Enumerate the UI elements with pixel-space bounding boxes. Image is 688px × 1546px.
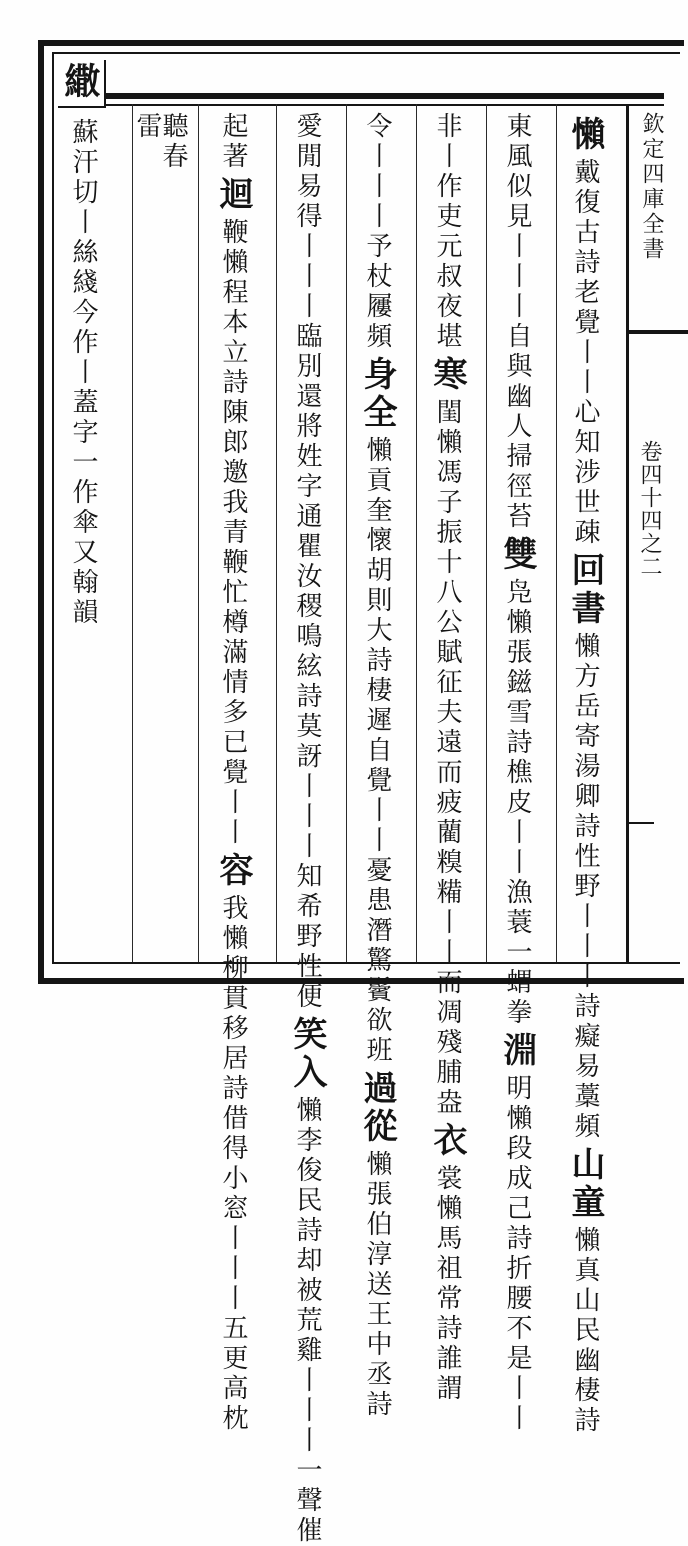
column-rule (486, 104, 487, 962)
text-column-6 (213, 112, 253, 1434)
column-rule (198, 104, 199, 962)
headword: 淵 (497, 1032, 537, 1070)
text-run: 聽春 (158, 112, 188, 172)
column-rule (132, 104, 133, 962)
text-run: 懶 (570, 632, 600, 662)
headword: 懶 (565, 116, 605, 154)
text-run: 東風似見丨丨丨自與幽人掃徑苔 (502, 112, 532, 532)
headword: 身全 (357, 356, 397, 432)
text-run: 閨懶 (432, 398, 462, 458)
text-run: 明懶 (502, 1074, 532, 1134)
text-run: 裳懶 (432, 1164, 462, 1224)
text-run: 我懶 (218, 894, 248, 954)
text-run: 貢奎懷胡則大詩棲遲自覺丨丨憂患潛驚鬢欲班 (362, 466, 392, 1066)
headword: 雙 (497, 536, 537, 574)
headword: 回書 (565, 552, 605, 628)
text-run: 令丨丨丨予杖屨頻 (362, 112, 392, 352)
text-column-4 (357, 112, 397, 1420)
headword: 衣 (427, 1122, 467, 1160)
text-run: 李俊民詩却被荒雞丨丨丨一聲催 (292, 1126, 322, 1546)
headword: 迴 (213, 176, 253, 214)
column-rule (346, 104, 347, 962)
text-column-5 (287, 112, 327, 1546)
column-rule (276, 104, 277, 962)
text-column-3 (427, 112, 467, 1404)
top-rule-thin (104, 104, 664, 106)
text-run: 戴復古詩老覺丨丨心知涉世疎 (570, 158, 600, 548)
text-column-8 (134, 112, 160, 142)
column-rule (416, 104, 417, 962)
text-run: 懶 (362, 436, 392, 466)
column-rule (556, 104, 557, 962)
headword: 容 (213, 852, 253, 890)
text-run: 鞭懶 (218, 218, 248, 278)
text-run: 蓋字一作傘又翰韻 (68, 388, 98, 628)
book-title: 欽定四庫全書 (639, 112, 664, 262)
text-run: 方岳寄湯卿詩性野丨丨丨詩癡易藁頻 (570, 662, 600, 1142)
headword: 過從 (357, 1070, 397, 1146)
text-run: 懶 (362, 1150, 392, 1180)
text-column-9 (70, 118, 96, 628)
text-column-1 (565, 112, 605, 1436)
text-column-2 (497, 112, 537, 1434)
text-run: 蘇汗切丨絲綫今作丨 (68, 118, 98, 388)
volume-label: 卷四十四之二 (637, 440, 662, 578)
column-rule (626, 104, 629, 962)
text-run: 懶 (570, 1226, 600, 1256)
text-run: 張伯淳送王中丞詩 (362, 1180, 392, 1420)
text-run: 段成己詩折腰不是丨丨 (502, 1134, 532, 1434)
text-run: 馬祖常詩誰謂 (432, 1224, 462, 1404)
top-rule (104, 93, 664, 99)
headword: 山童 (565, 1146, 605, 1222)
section-title: 繖 (59, 62, 101, 98)
text-run: 非丨作吏元叔夜堪 (432, 112, 462, 352)
text-run: 凫懶 (502, 578, 532, 638)
text-run: 愛閒易得丨丨丨臨別還將姓字通瞿汝稷鳴絃詩莫訝丨丨丨知希野性便 (292, 112, 322, 1012)
text-run: 張鎡雪詩樵皮丨丨漁蓑一蝟拳 (502, 638, 532, 1028)
text-run: 起著 (218, 112, 248, 172)
headword: 笑入 (287, 1016, 327, 1092)
text-run: 真山民幽棲詩 (570, 1256, 600, 1436)
margin-divider-low (628, 822, 654, 824)
text-run: 懶 (292, 1096, 322, 1126)
text-column-7 (160, 112, 186, 172)
text-run: 柳貫移居詩借得小窓丨丨丨五更高枕 (218, 954, 248, 1434)
text-run: 雷 (132, 112, 162, 142)
text-run: 程本立詩陳郎邀我青鞭忙樽滿情多已覺丨丨 (218, 278, 248, 848)
margin-divider (628, 330, 688, 334)
text-run: 馮子振十八公賦征夫遠而疲藺糗糒丨丨而凋殘脯盎 (432, 458, 462, 1118)
headword: 寒 (427, 356, 467, 394)
